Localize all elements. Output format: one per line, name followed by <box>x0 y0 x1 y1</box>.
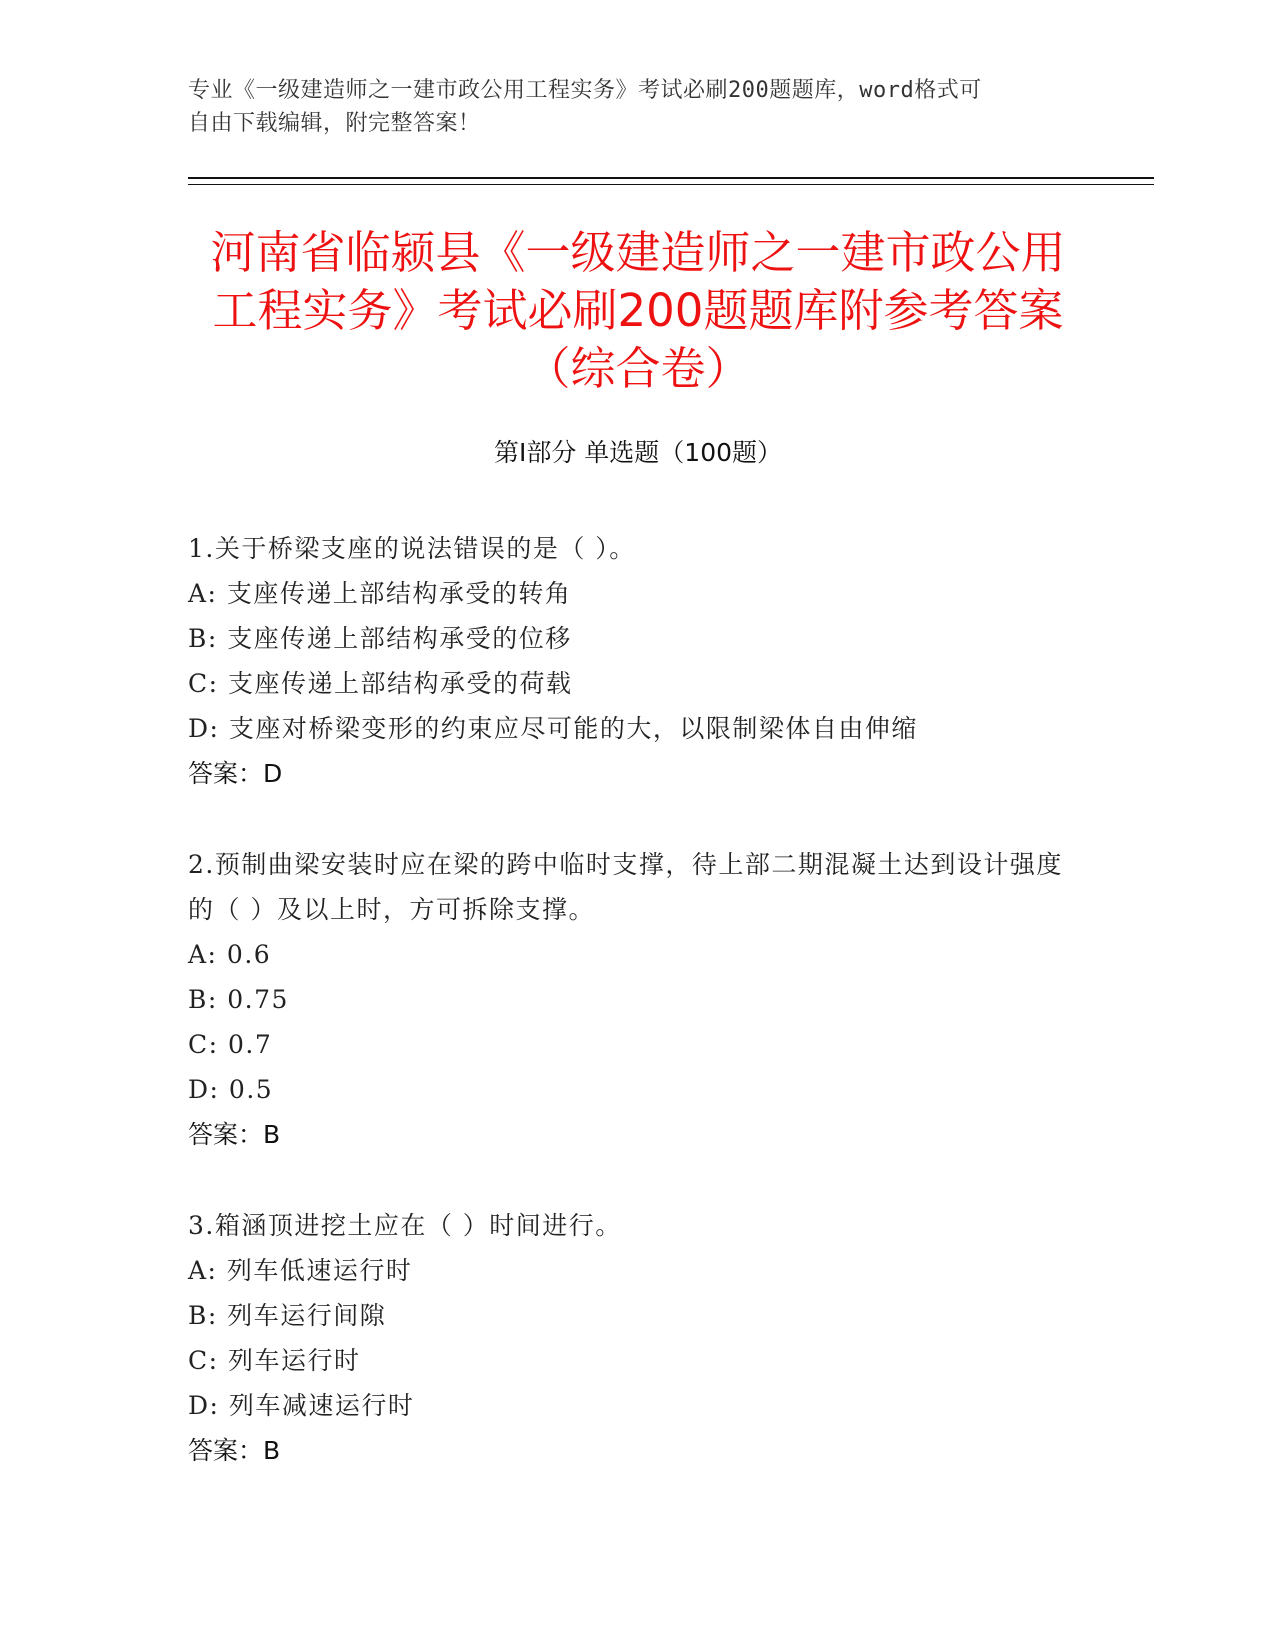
document-title-line-2: 工程实务》考试必刷200题题库附参考答案 <box>212 284 1064 337</box>
question-answer: 答案：B <box>188 1120 281 1149</box>
question-item <box>188 526 1068 796</box>
question-option-a: A: 0.6 <box>188 940 272 969</box>
question-option-b: B: 列车运行间隙 <box>188 1301 387 1330</box>
section-heading: 第Ⅰ部分 单选题（100题） <box>493 438 783 467</box>
question-item <box>188 842 1068 1157</box>
header-divider-thick <box>188 177 1154 179</box>
question-option-a: A: 列车低速运行时 <box>188 1256 413 1285</box>
question-option-c: C: 支座传递上部结构承受的荷载 <box>188 669 573 698</box>
document-title <box>188 224 1088 398</box>
question-option-b: B: 支座传递上部结构承受的位移 <box>188 624 572 653</box>
header-note-line-1: 专业《一级建造师之一建市政公用工程实务》考试必刷200题题库，word格式可 <box>188 78 982 103</box>
header-divider-thin <box>188 184 1154 185</box>
question-answer: 答案：B <box>188 1436 281 1465</box>
question-option-d: D: 0.5 <box>188 1075 274 1104</box>
question-stem: 1.关于桥梁支座的说法错误的是（ ）。 <box>188 534 636 563</box>
question-answer: 答案：D <box>188 759 283 788</box>
question-stem: 3.箱涵顶进挖土应在（ ）时间进行。 <box>188 1211 622 1240</box>
document-title-line-1: 河南省临颍县《一级建造师之一建市政公用 <box>210 226 1066 279</box>
question-option-c: C: 0.7 <box>188 1030 273 1059</box>
document-title-line-3: （综合卷） <box>525 342 751 395</box>
question-option-d: D: 列车减速运行时 <box>188 1391 415 1420</box>
question-option-d: D: 支座对桥梁变形的约束应尽可能的大，以限制梁体自由伸缩 <box>188 714 918 743</box>
question-list <box>188 526 1068 1519</box>
question-item <box>188 1203 1068 1473</box>
question-stem: 2.预制曲梁安装时应在梁的跨中临时支撑，待上部二期混凝土达到设计强度的（ ）及以上时，方可拆除支撑。 <box>188 850 1063 924</box>
question-option-b: B: 0.75 <box>188 985 289 1014</box>
header-note-line-2: 自由下载编辑，附完整答案！ <box>188 111 481 136</box>
question-option-c: C: 列车运行时 <box>188 1346 361 1375</box>
header-note <box>188 74 1068 140</box>
question-option-a: A: 支座传递上部结构承受的转角 <box>188 579 572 608</box>
